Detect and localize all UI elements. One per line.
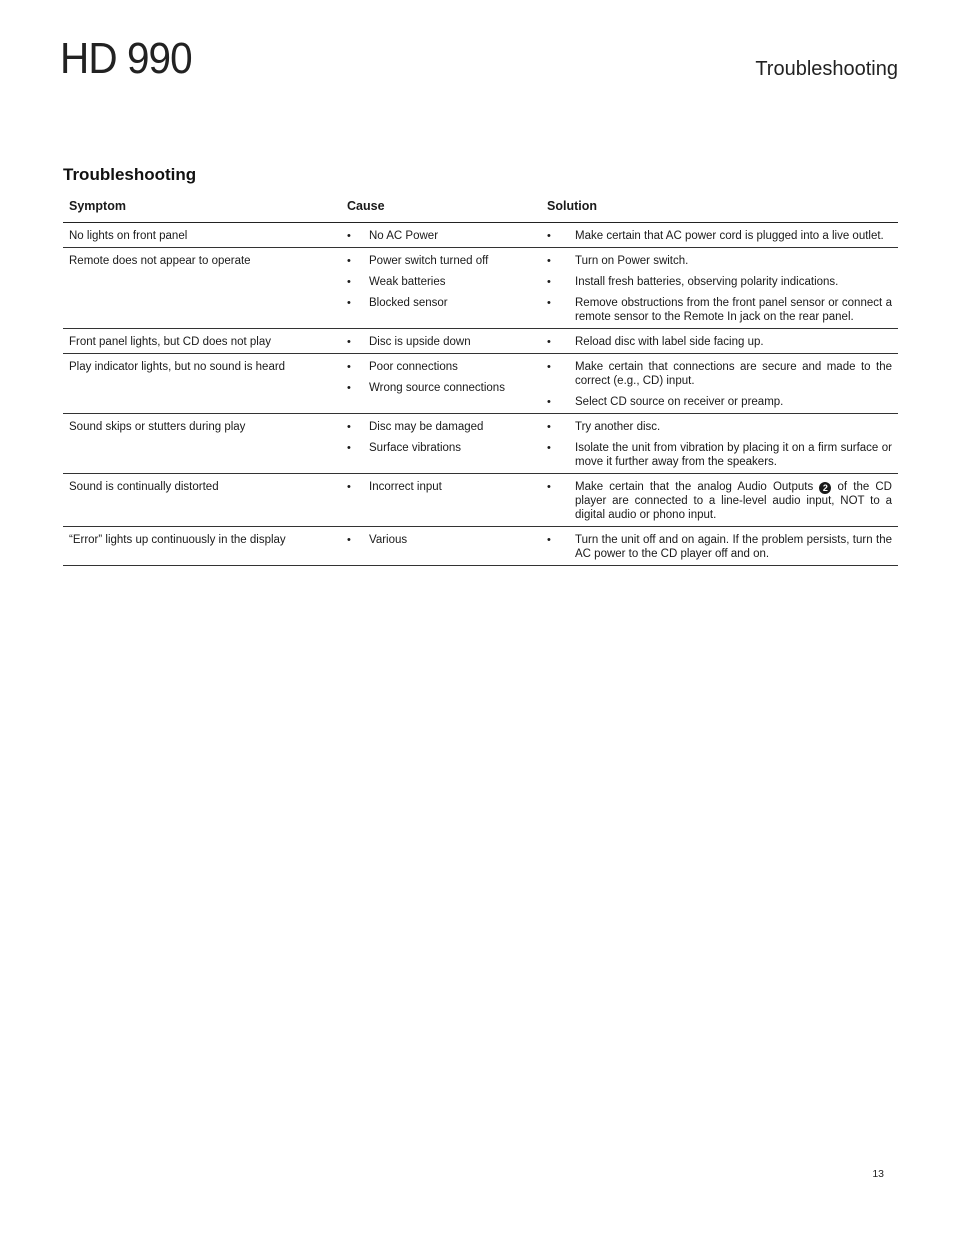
page-number: 13 bbox=[872, 1168, 884, 1180]
solution-list bbox=[547, 335, 898, 349]
solution-list bbox=[547, 533, 898, 561]
cause-list bbox=[347, 360, 541, 395]
solution-list bbox=[547, 420, 898, 469]
table-row bbox=[63, 223, 898, 248]
symptom-cell: Front panel lights, but CD does not play bbox=[63, 329, 341, 354]
cause-item: • Surface vibrations bbox=[347, 441, 541, 455]
cause-item: • Various bbox=[347, 533, 541, 547]
solution-list bbox=[547, 254, 898, 324]
cause-list bbox=[347, 229, 541, 243]
solution-cell bbox=[541, 414, 898, 474]
solution-cell bbox=[541, 354, 898, 414]
cause-item: • Disc may be damaged bbox=[347, 420, 541, 434]
cause-item: • Poor connections bbox=[347, 360, 541, 374]
solution-item: • Turn the unit off and on again. If the problem persists, turn the AC power to the CD player off and on. bbox=[547, 533, 898, 561]
section-title: Troubleshooting bbox=[63, 165, 197, 184]
solution-list bbox=[547, 480, 898, 522]
cause-cell bbox=[341, 223, 541, 248]
solution-item: • Reload disc with label side facing up. bbox=[547, 335, 898, 349]
cause-list bbox=[347, 480, 541, 494]
solution-text: Make certain that the analog Audio Outputs bbox=[575, 481, 820, 493]
table-header-row bbox=[63, 193, 898, 223]
cause-cell bbox=[341, 354, 541, 414]
solution-cell bbox=[541, 527, 898, 566]
cause-item: • Blocked sensor bbox=[347, 296, 541, 310]
solution-item: • Isolate the unit from vibration by placing it on a firm surface or move it further away from the speakers. bbox=[547, 441, 898, 469]
symptom-cell: Sound skips or stutters during play bbox=[63, 414, 341, 474]
callout-number-badge: 2 bbox=[819, 482, 831, 494]
solution-cell bbox=[541, 223, 898, 248]
page-heading: Troubleshooting bbox=[755, 58, 898, 80]
table-row bbox=[63, 248, 898, 329]
table-row bbox=[63, 527, 898, 566]
symptom-cell: “Error” lights up continuously in the display bbox=[63, 527, 341, 566]
header-cause: Cause bbox=[341, 193, 541, 223]
cause-list bbox=[347, 335, 541, 349]
solution-item: • Make certain that AC power cord is plugged into a live outlet. bbox=[547, 229, 898, 243]
table-row bbox=[63, 329, 898, 354]
table-body bbox=[63, 223, 898, 566]
solution-item: • Try another disc. bbox=[547, 420, 898, 434]
cause-list bbox=[347, 254, 541, 310]
solution-item: • Turn on Power switch. bbox=[547, 254, 898, 268]
solution-item bbox=[547, 480, 898, 522]
table-row bbox=[63, 354, 898, 414]
cause-item: • Disc is upside down bbox=[347, 335, 541, 349]
solution-cell bbox=[541, 329, 898, 354]
cause-cell bbox=[341, 474, 541, 527]
cause-list bbox=[347, 420, 541, 455]
cause-item: • Weak batteries bbox=[347, 275, 541, 289]
solution-list bbox=[547, 229, 898, 243]
cause-item: • Incorrect input bbox=[347, 480, 541, 494]
solution-text: of the CD player are connected to a line-level audio input, NOT to a digital audio or phono input. bbox=[575, 481, 892, 521]
cause-cell bbox=[341, 414, 541, 474]
symptom-cell: No lights on front panel bbox=[63, 223, 341, 248]
solution-cell bbox=[541, 474, 898, 527]
symptom-cell: Remote does not appear to operate bbox=[63, 248, 341, 329]
table-row bbox=[63, 474, 898, 527]
cause-cell bbox=[341, 329, 541, 354]
cause-item: • Power switch turned off bbox=[347, 254, 541, 268]
cause-item: • No AC Power bbox=[347, 229, 541, 243]
solution-list bbox=[547, 360, 898, 409]
cause-list bbox=[347, 533, 541, 547]
symptom-cell: Sound is continually distorted bbox=[63, 474, 341, 527]
solution-item: • Make certain that connections are secure and made to the correct (e.g., CD) input. bbox=[547, 360, 898, 388]
solution-item: • Select CD source on receiver or preamp. bbox=[547, 395, 898, 409]
table-row bbox=[63, 414, 898, 474]
cause-item: • Wrong source connections bbox=[347, 381, 541, 395]
cause-cell bbox=[341, 248, 541, 329]
solution-item: • Remove obstructions from the front panel sensor or connect a remote sensor to the Remote In jack on the rear panel. bbox=[547, 296, 898, 324]
solution-cell bbox=[541, 248, 898, 329]
symptom-cell: Play indicator lights, but no sound is heard bbox=[63, 354, 341, 414]
model-name: HD 990 bbox=[60, 34, 192, 83]
header-symptom: Symptom bbox=[63, 193, 341, 223]
cause-cell bbox=[341, 527, 541, 566]
troubleshooting-table bbox=[63, 193, 898, 566]
solution-item: • Install fresh batteries, observing polarity indications. bbox=[547, 275, 898, 289]
header-solution: Solution bbox=[541, 193, 898, 223]
